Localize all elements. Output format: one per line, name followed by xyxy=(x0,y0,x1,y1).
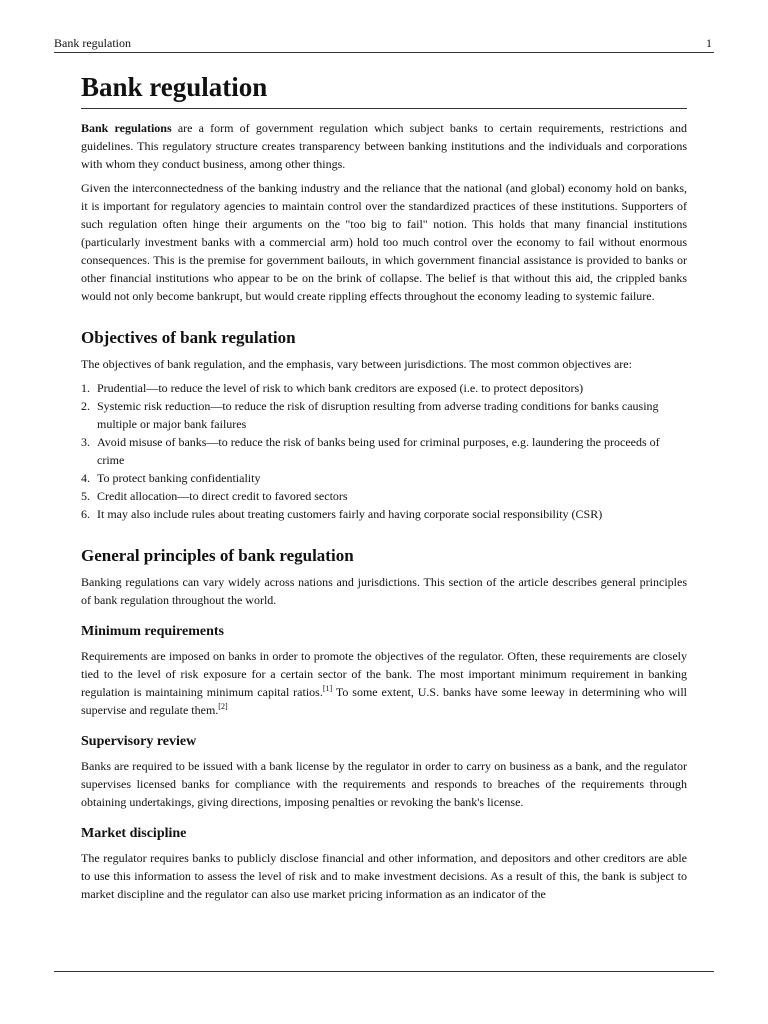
list-item-number: 3. xyxy=(81,435,90,449)
heading-supervisory-review: Supervisory review xyxy=(81,734,197,749)
header-rule xyxy=(54,52,714,53)
list-item-number: 5. xyxy=(81,489,90,503)
minimum-paragraph xyxy=(81,647,687,719)
intro-text-1: are a form of government regulation which subject banks to certain requirements, restrictions and guidelines. This regulatory structure creates transparency between banking institutions and the individuals and corporations with whom they conduct business, among other things. xyxy=(81,121,688,171)
list-item-text: Avoid misuse of banks—to reduce the risk of banks being used for criminal purposes, e.g. laundering the proceeds of crime xyxy=(97,435,660,467)
intro-bold-term: Bank regulations xyxy=(81,121,172,135)
footer-rule xyxy=(54,971,714,972)
running-title: Bank regulation xyxy=(54,36,131,50)
list-item xyxy=(81,379,687,397)
list-item xyxy=(81,397,687,433)
article-body xyxy=(81,70,687,909)
intro-paragraph-1 xyxy=(81,119,687,173)
list-item xyxy=(81,469,687,487)
page-title: Bank regulation xyxy=(81,70,687,109)
list-item xyxy=(81,433,687,469)
heading-objectives: Objectives of bank regulation xyxy=(81,328,296,347)
objectives-list xyxy=(81,379,687,523)
intro-paragraph-2: Given the interconnectedness of the banking industry and the reliance that the national (and global) economy hold on banks, it is important for regulatory agencies to maintain control over the standardized practices of these institutions. Supporters of such regulation often hinge their arguments on the "too big to fail" notion. This holds that many financial institutions (particularly investment banks with a commercial arm) hold too much control over the economy to fail without enormous consequences. This is the premise for government bailouts, in which government financial assistance is provided to banks or other financial institutions who appear to be on the brink of collapse. The belief is that without this aid, the crippled banks would not only become bankrupt, but would create rippling effects throughout the economy leading to systemic failure. xyxy=(81,181,687,303)
list-item xyxy=(81,505,687,523)
list-item-number: 4. xyxy=(81,471,90,485)
heading-general-principles: General principles of bank regulation xyxy=(81,546,354,565)
reference-link-2[interactable]: [2] xyxy=(218,702,228,711)
list-item-text: It may also include rules about treating customers fairly and having corporate social responsibility (CSR) xyxy=(97,507,603,521)
list-item-number: 1. xyxy=(81,381,90,395)
minimum-text-b: To some extent, U.S. banks have some leeway in determining who will supervise and regulate them. xyxy=(81,685,688,717)
heading-minimum-requirements: Minimum requirements xyxy=(81,624,224,639)
list-item xyxy=(81,487,687,505)
list-item-text: Credit allocation—to direct credit to favored sectors xyxy=(97,489,348,503)
list-item-text: Systemic risk reduction—to reduce the risk of disruption resulting from adverse trading conditions for banks causing multiple or major bank failures xyxy=(97,399,659,431)
list-item-text: Prudential—to reduce the level of risk to which bank creditors are exposed (i.e. to protect depositors) xyxy=(97,381,584,395)
objectives-intro: The objectives of bank regulation, and the emphasis, vary between jurisdictions. The most common objectives are: xyxy=(81,357,632,371)
minimum-text-a: Requirements are imposed on banks in order to promote the objectives of the regulator. Often, these requirements are closely tied to the level of risk exposure for a certain sector of the bank. The most important minimum requirement in banking regulation is maintaining minimum capital ratios. xyxy=(81,649,687,699)
supervisory-paragraph: Banks are required to be issued with a bank license by the regulator in order to carry on business as a bank, and the regulator supervises licensed banks for compliance with the requirements and responds to breaches of the requirements through obtaining undertakings, giving directions, imposing penalties or revoking the bank's license. xyxy=(81,759,687,809)
market-paragraph: The regulator requires banks to publicly disclose financial and other information, and depositors and other creditors are able to use this information to assess the level of risk and to make investment decisions. As a result of this, the bank is subject to market discipline and the regulator can also use market pricing information as an indicator of the xyxy=(81,851,687,901)
list-item-text: To protect banking confidentiality xyxy=(97,471,261,485)
page-number: 1 xyxy=(706,36,712,50)
heading-market-discipline: Market discipline xyxy=(81,826,187,841)
list-item-number: 2. xyxy=(81,399,90,413)
principles-paragraph: Banking regulations can vary widely across nations and jurisdictions. This section of the article describes general principles of bank regulation throughout the world. xyxy=(81,575,687,607)
reference-link-1[interactable]: [1] xyxy=(322,684,333,693)
list-item-number: 6. xyxy=(81,507,90,521)
